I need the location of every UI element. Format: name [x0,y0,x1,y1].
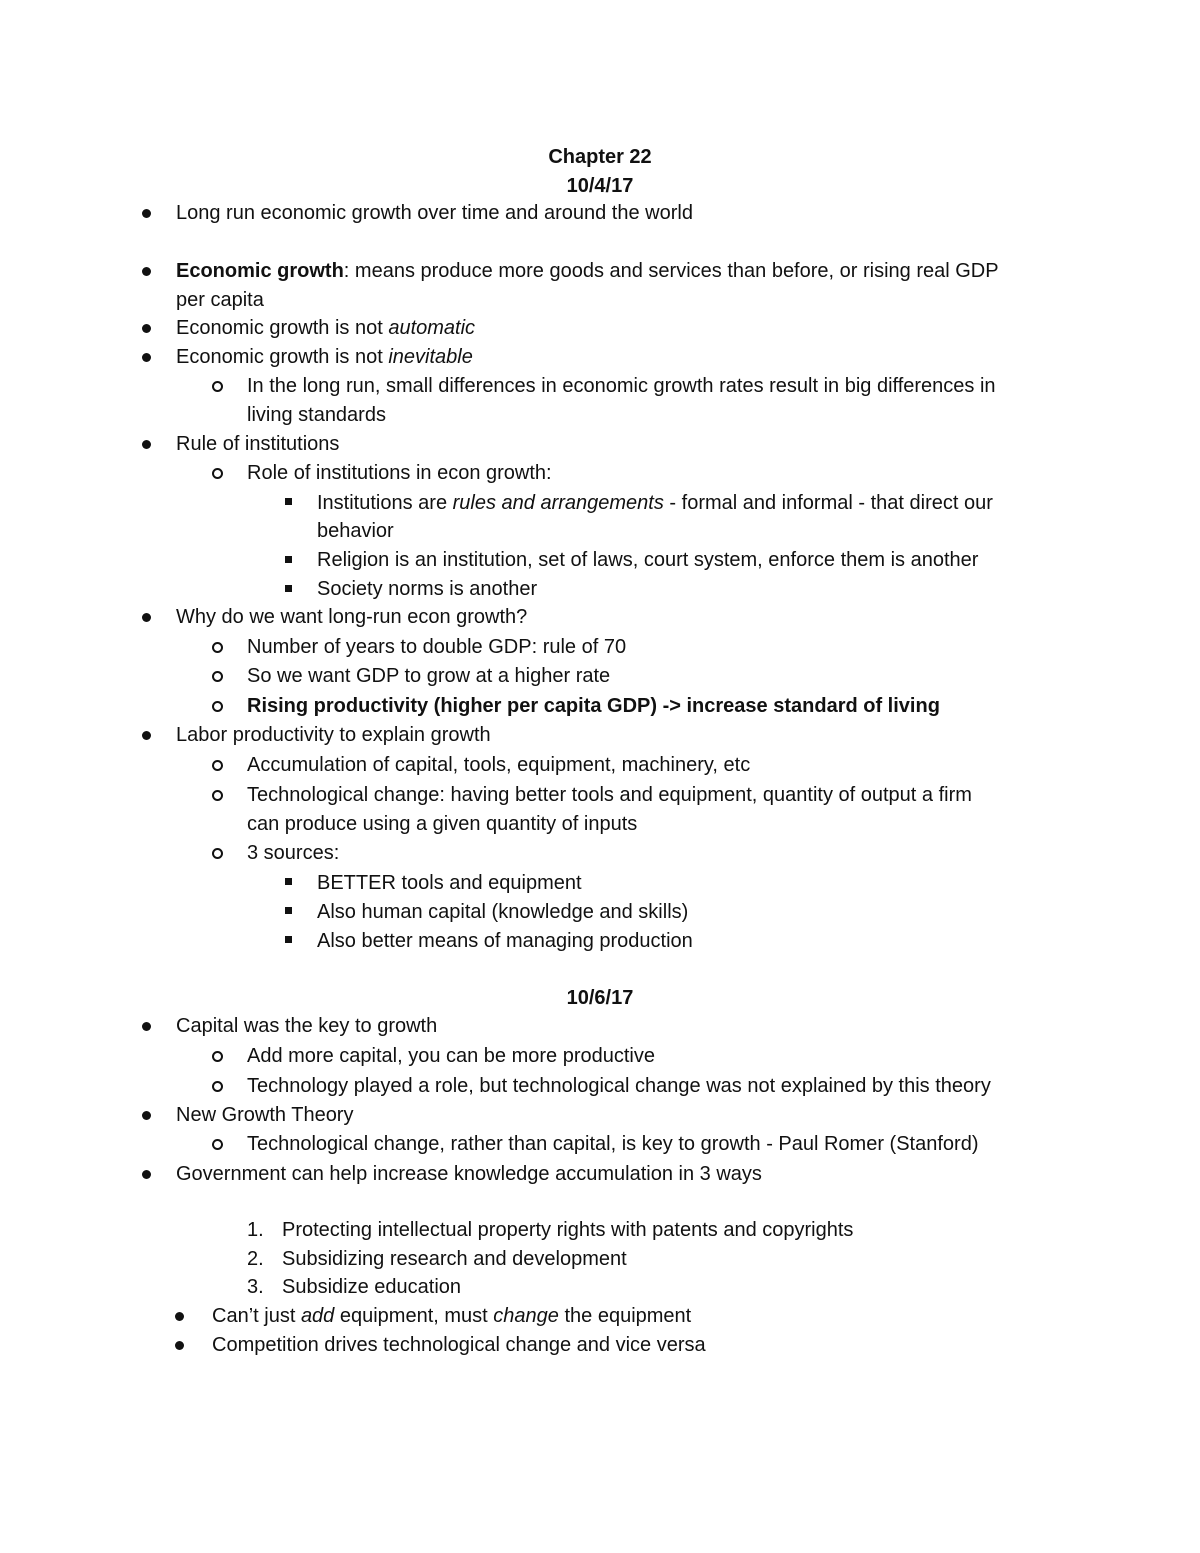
bullet-circle [212,1051,223,1062]
sub-list-item: Role of institutions in econ growth: [247,462,552,484]
text: Economic growth is not [176,346,389,368]
bullet-dot [142,353,151,362]
list-number: 1. [247,1219,264,1241]
sub-sub-list-item: Religion is an institution, set of laws, court system, enforce them is another [317,549,979,571]
list-item-continuation: per capita [176,289,264,311]
sub-sub-list-item: Also human capital (knowledge and skills) [317,901,689,923]
list-item: Rule of institutions [176,433,340,455]
list-item: Capital was the key to growth [176,1015,438,1037]
list-item: Government can help increase knowledge accumulation in 3 ways [176,1163,762,1185]
numbered-item: Protecting intellectual property rights with patents and copyrights [282,1219,854,1241]
bullet-square [285,936,292,943]
italic-text: inevitable [388,346,473,368]
sub-list-item-continuation: can produce using a given quantity of inputs [247,813,638,835]
bullet-circle [212,790,223,801]
numbered-item: Subsidizing research and development [282,1248,627,1270]
bullet-dot [142,1022,151,1031]
bullet-square [285,498,292,505]
sub-sub-list-item: Society norms is another [317,578,538,600]
sub-list-item: Technology played a role, but technological change was not explained by this theory [247,1075,991,1097]
bullet-dot [142,209,151,218]
italic-text: add [300,1305,335,1327]
sub-sub-list-item: Also better means of managing production [317,930,693,952]
italic-text: change [493,1305,559,1327]
list-item: Competition drives technological change and vice versa [212,1334,706,1356]
list-number: 3. [247,1276,264,1298]
bullet-circle [212,468,223,479]
italic-text: automatic [388,317,476,339]
sub-list-item: In the long run, small differences in economic growth rates result in big differences in [247,375,996,397]
list-item: Labor productivity to explain growth [176,724,491,746]
sub-sub-list-item-continuation: behavior [317,520,394,542]
bullet-dot [142,267,151,276]
sub-list-item: Add more capital, you can be more productive [247,1045,655,1067]
bullet-circle [212,1081,223,1092]
chapter-title: Chapter 22 [548,146,652,168]
sub-list-item-continuation: living standards [247,404,386,426]
text: - formal and informal - that direct our [663,492,993,514]
bullet-circle [212,701,223,712]
bullet-dot [142,324,151,333]
sub-list-item-bold: Rising productivity (higher per capita GDP) -> increase standard of living [247,695,940,717]
numbered-item: Subsidize education [282,1276,462,1298]
sub-list-item: Accumulation of capital, tools, equipment, machinery, etc [247,754,751,776]
bullet-dot [175,1312,184,1321]
text: the equipment [558,1305,692,1327]
bullet-circle [212,642,223,653]
sub-list-item: Technological change, rather than capital, is key to growth - Paul Romer (Stanford) [247,1133,979,1155]
bullet-circle [212,1139,223,1150]
list-item: New Growth Theory [176,1104,354,1126]
text: Can’t just [212,1305,301,1327]
list-item [176,314,475,343]
bullet-dot [142,1170,151,1179]
bullet-circle [212,848,223,859]
bullet-circle [212,671,223,682]
bullet-dot [142,731,151,740]
term-bold: Economic growth [176,260,344,282]
list-item: Why do we want long-run econ growth? [176,606,528,628]
list-item: Long run economic growth over time and around the world [176,202,693,224]
sub-list-item: Technological change: having better tools and equipment, quantity of output a firm [247,784,972,806]
italic-text: rules and arrangements [452,492,664,514]
sub-list-item: 3 sources: [247,842,340,864]
text: equipment, must [334,1305,494,1327]
list-item [212,1302,691,1331]
bullet-dot [142,440,151,449]
sub-list-item: So we want GDP to grow at a higher rate [247,665,611,687]
bullet-square [285,585,292,592]
date-heading-1: 10/4/17 [566,175,634,197]
list-item [176,343,473,372]
bullet-square [285,907,292,914]
definition-text: : means produce more goods and services than before, or rising real GDP [343,260,999,282]
sub-list-item: Number of years to double GDP: rule of 70 [247,636,627,658]
bullet-dot [142,613,151,622]
bullet-circle [212,760,223,771]
bullet-square [285,878,292,885]
text: Institutions are [317,492,453,514]
bullet-square [285,556,292,563]
text: Economic growth is not [176,317,389,339]
date-heading-2: 10/6/17 [566,987,634,1009]
list-item [176,257,999,286]
bullet-dot [175,1341,184,1350]
list-number: 2. [247,1248,264,1270]
sub-sub-list-item [317,489,993,518]
bullet-circle [212,381,223,392]
sub-sub-list-item: BETTER tools and equipment [317,872,582,894]
bullet-dot [142,1111,151,1120]
